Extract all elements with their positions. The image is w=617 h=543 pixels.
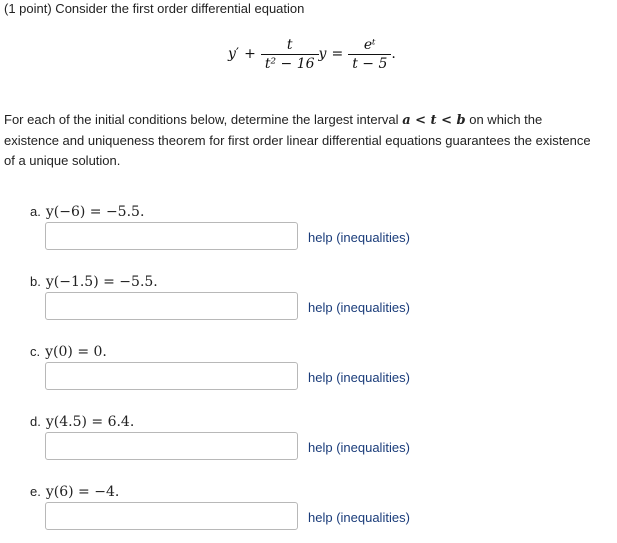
help-link-e[interactable]: help (inequalities) [308,510,410,525]
part-letter: b. [30,274,41,289]
part-label [30,414,134,430]
help-link-b[interactable]: help (inequalities) [308,300,410,315]
eq-period: . [391,46,396,62]
initial-condition: y(−1.5) = −5.5. [45,274,158,290]
instructions [4,110,594,171]
answer-input-b[interactable] [45,292,298,320]
answer-input-d[interactable] [45,432,298,460]
part-letter: d. [30,414,41,429]
help-link-c[interactable]: help (inequalities) [308,370,410,385]
interval-expression: a < t < b [402,113,466,128]
eq-fraction-coefficient [263,37,317,72]
answer-input-c[interactable] [45,362,298,390]
eq-y-term: y [318,46,327,62]
eq-frac2-numerator: eᵗ [348,37,391,55]
part-letter: a. [30,204,41,219]
part-label [30,484,119,500]
eq-fraction-rhs [350,37,389,72]
answer-input-a[interactable] [45,222,298,250]
eq-frac1-denominator: t² − 16 [264,55,315,72]
initial-condition: y(0) = 0. [45,344,107,360]
answer-input-e[interactable] [45,502,298,530]
part-label [30,204,144,220]
eq-frac1-numerator: t [261,37,319,55]
eq-y: y [228,46,236,62]
part-label [30,274,158,290]
problem-intro: (1 point) Consider the first order differential equation [4,1,305,16]
help-link-d[interactable]: help (inequalities) [308,440,410,455]
help-link-a[interactable]: help (inequalities) [308,230,410,245]
instructions-text-before: For each of the initial conditions below, determine the largest interval [4,112,399,127]
part-letter: c. [30,344,41,359]
part-letter: e. [30,484,41,499]
eq-frac2-denominator: t − 5 [352,55,388,72]
initial-condition: y(−6) = −5.5. [45,204,145,220]
initial-condition: y(4.5) = 6.4. [45,414,135,430]
instructions-text-after: on which the existence and uniqueness theorem for first order linear differential equations guarantees the existence of a unique solution. [4,112,591,168]
part-label [30,344,107,360]
eq-equals: = [331,46,344,62]
differential-equation [228,30,396,78]
eq-plus: + [244,46,256,62]
eq-prime: ′ [235,46,240,62]
initial-condition: y(6) = −4. [45,484,120,500]
